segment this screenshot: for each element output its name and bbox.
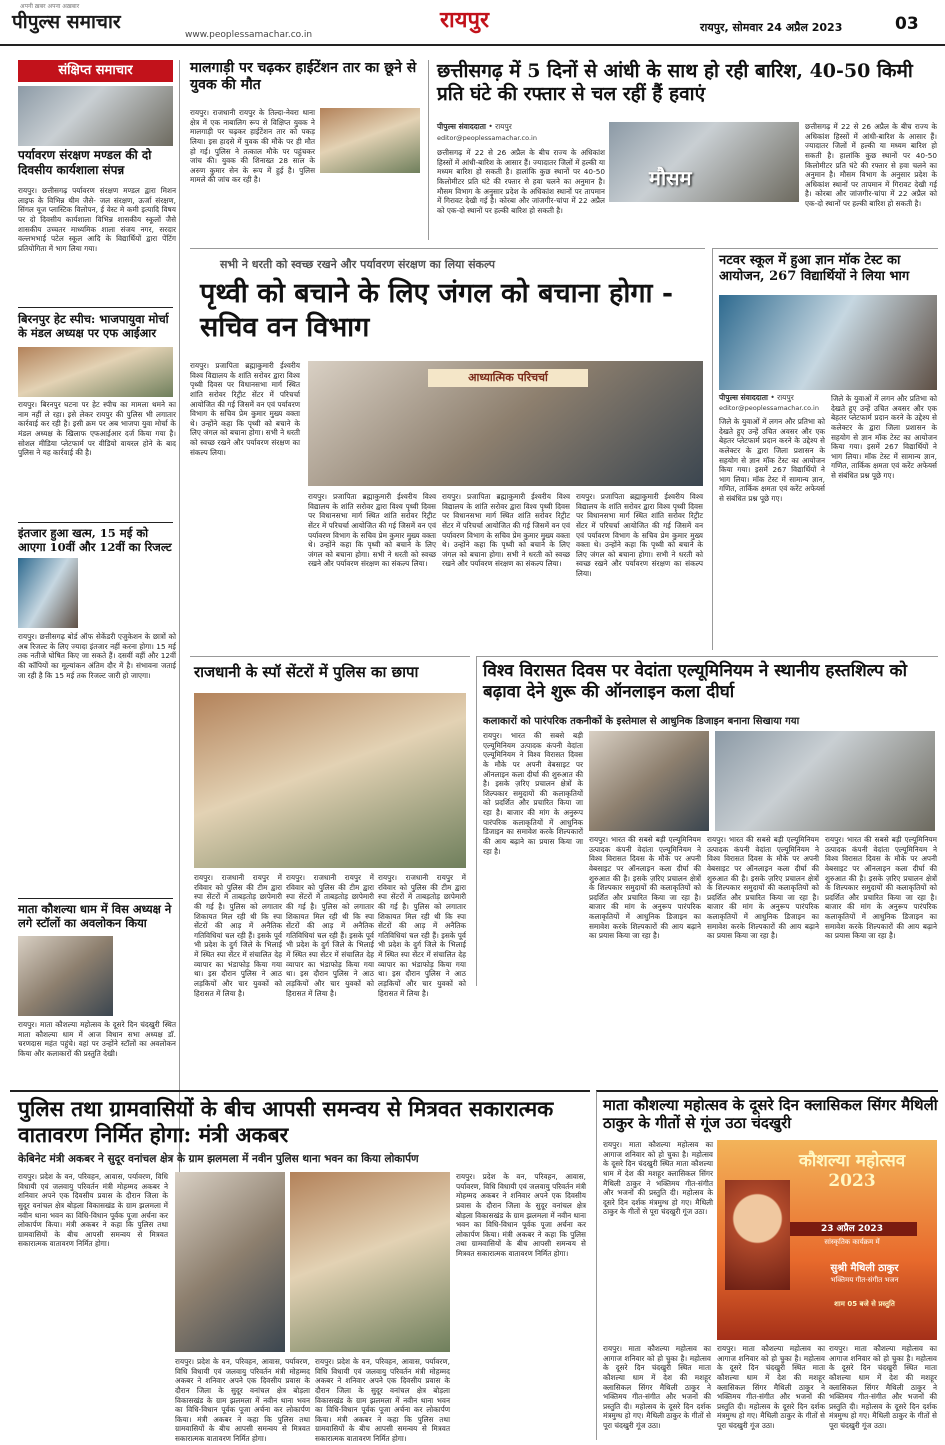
article-body: रायपुर। राजधानी रायपुर के तिल्दा-नेवरा थाना क्षेत्र में एक नाबालिग रूप से विक्षिप्त युवक ने मालगाड़ी पर चढ़कर हाईटेंशन तार को पकड़ लिया। इस हादसे में युवक की मौके पर ही मौत हो गई। पुलिस ने तत्काल मौके पर पहुंचकर जांच की। युवक की शिनाख्त 28 साल के अरुण कुमार सेन के रूप में हुई है। पुलिस मामले की जांच कर रही है।: [190, 108, 315, 185]
weather-photo: [609, 122, 799, 202]
article-body-col3: रायपुर। भारत की सबसे बड़ी एल्यूमिनियम उत्पादक कंपनी वेदांता एल्यूमिनियम ने विश्व विरासत दिवस के मौके पर अपनी वेबसाइट पर ऑनलाइन कला दीर्घा की शुरुआत की है। इसके ज़रिए प्रचालन क्षेत्रों के शिल्पकार समुदायों की कलाकृतियों को प्रदर्शित और प्रचारित किया जा रहा है। बाजार की मांग के अनुरूप पारंपरिक कलाकृतियों में आधुनिक डिजाइन का समावेश करके शिल्पकारों की आय बढ़ाने का प्रयास किया जा रहा है।: [707, 835, 819, 941]
poster-time: शाम 05 बजे से प्रस्तुति: [834, 1300, 895, 1308]
article-body-col4: रायपुर। माता कौशल्या महोत्सव का आगाज शनिवार को हो चुका है। महोत्सव के दूसरे दिन चंदखुरी स्थित माता कौशल्या धाम में देश की मशहूर क्लासिकल सिंगर मैथिली ठाकुर ने भक्तिमय गीत-संगीत और भजनों की प्रस्तुति दी। महोत्सव के दूसरे दिन दर्शक मंत्रमुग्ध हो गए। मैथिली ठाकुर के गीतों से पूरा चंदखुरी गूंज उठा।: [829, 1344, 937, 1430]
article-body-col4: रायपुर। प्रजापिता ब्रह्माकुमारी ईश्वरीय विश्व विद्यालय के शांति सरोवर द्वारा विश्व पृथ्वी दिवस पर विधानसभा मार्ग स्थित शांति सरोवर रिट्रीट सेंटर में परिचर्चा आयोजित की गई जिसमें वन एवं पर्यावरण विभाग के सचिव प्रेम कुमार मुख्य वक्ता थे। उन्होंने कहा कि पृथ्वी को बचाने के लिए जंगल को बचाना होगा। सभी ने धरती को स्वच्छ रखने और पर्यावरण संरक्षण का संकल्प लिया।: [576, 492, 703, 578]
article-body: रायपुर। प्रदेश के वन, परिवहन, आवास, पर्यावरण, विधि विधायी एवं जलवायु परिवर्तन मंत्री मोहम्मद अकबर ने शनिवार अपने एक दिवसीय प्रवास के दौरान जिला के सुदूर वनांचल क्षेत्र बोड़ला विकासखंड के ग्राम झलमला में नवीन थाना भवन का विधि-विधान पूर्वक पूजा अर्चना कर लोकार्पण किया। मंत्री अकबर ने कहा कि पुलिस तथा ग्रामवासियों के बीच आपसी समन्वय से मित्रवत सकारात्मक वातावरण निर्मित होगा।: [18, 1172, 168, 1249]
news-photo: [194, 693, 466, 868]
article-body-col2: रायपुर। माता कौशल्या महोत्सव का आगाज शनिवार को हो चुका है। महोत्सव के दूसरे दिन चंदखुरी स्थित माता कौशल्या धाम में देश की मशहूर क्लासिकल सिंगर मैथिली ठाकुर ने भक्तिमय गीत-संगीत और भजनों की प्रस्तुति दी। महोत्सव के दूसरे दिन दर्शक मंत्रमुग्ध हो गए। मैथिली ठाकुर के गीतों से पूरा चंदखुरी गूंज उठा।: [603, 1344, 711, 1430]
article-body-col4: रायपुर। प्रदेश के वन, परिवहन, आवास, पर्यावरण, विधि विधायी एवं जलवायु परिवर्तन मंत्री मोहम्मद अकबर ने शनिवार अपने एक दिवसीय प्रवास के दौरान जिला के सुदूर वनांचल क्षेत्र बोड़ला विकासखंड के ग्राम झलमला में नवीन थाना भवन का विधि-विधान पूर्वक पूजा अर्चना कर लोकार्पण किया। मंत्री अकबर ने कहा कि पुलिस तथा ग्रामवासियों के बीच आपसी समन्वय से मित्रवत सकारात्मक वातावरण निर्मित होगा।: [456, 1172, 586, 1258]
article-mock-test: [712, 248, 938, 650]
news-photo: [175, 1172, 285, 1352]
article-body: छत्तीसगढ़ में 22 से 26 अप्रैल के बीच राज्य के अधिकांश हिस्सों में आंधी-बारिश के आसार हैं। ज्यादातर जिलों में हल्की या मध्यम बारिश हो सकती है। हालांकि कुछ स्थानों पर 40-50 किलोमीटर प्रति घंटे की रफ्तार से हवा चलने का अनुमान है। मौसम विभाग के अनुसार प्रदेश के अधिकांश स्थानों पर तापमान में गिरावट देखी गई है। कोरबा और जांजगीर-चांपा में 22 अप्रैल को एक-दो स्थानों पर हल्की बारिश हो सकती है।: [437, 148, 605, 215]
story-body: रायपुर। बिरनपुर घटना पर हेट स्पीच का मामला थमने का नाम नहीं ले रहा। इसे लेकर रायपुर की पुलिस भी लगातार कार्रवाई कर रही है। इसी क्रम पर अब भाजपा युवा मोर्चा के मंडल अध्यक्ष के खिलाफ एफआईआर दर्ज किया गया है। सोशल मीडिया प्लेटफार्म पर वीडियो वायरल होने के बाद पुलिस ने यह कार्रवाई की है।: [18, 400, 176, 458]
article-vedanta-art: [476, 656, 938, 986]
story-headline[interactable]: बिरनपुर हेट स्पीच: भाजपायुवा मोर्चा के मंडल अध्यक्ष पर एफ आईआर: [18, 312, 169, 341]
divider: [18, 522, 173, 523]
brief-news-column: [10, 60, 180, 1185]
story-headline[interactable]: पर्यावरण संरक्षण मण्डल की दो दिवसीय कार्यशाला संपन्न: [18, 148, 152, 177]
article-headline[interactable]: नटवर स्कूल में हुआ ज्ञान मॉक टेस्ट का आयोजन, 267 विद्यार्थियों ने लिया भाग: [719, 253, 910, 284]
article-body-col3: रायपुर। प्रजापिता ब्रह्माकुमारी ईश्वरीय विश्व विद्यालय के शांति सरोवर द्वारा विश्व पृथ्वी दिवस पर विधानसभा मार्ग स्थित शांति सरोवर रिट्रीट सेंटर में परिचर्चा आयोजित की गई जिसमें वन एवं पर्यावरण विभाग के सचिव प्रेम कुमार मुख्य वक्ता थे। उन्होंने कहा कि पृथ्वी को बचाने के लिए जंगल को बचाना होगा। सभी ने धरती को स्वच्छ रखने और पर्यावरण संरक्षण का संकल्प लिया।: [442, 492, 570, 569]
article-body-continued: छत्तीसगढ़ में 22 से 26 अप्रैल के बीच राज्य के अधिकांश हिस्सों में आंधी-बारिश के आसार हैं। ज्यादातर जिलों में हल्की या मध्यम बारिश हो सकती है। हालांकि कुछ स्थानों पर 40-50 किलोमीटर प्रति घंटे की रफ्तार से हवा चलने का अनुमान है। मौसम विभाग के अनुसार प्रदेश के अधिकांश स्थानों पर तापमान में गिरावट देखी गई है। कोरबा और जांजगीर-चांपा में 22 अप्रैल को एक-दो स्थानों पर हल्की बारिश हो सकती है।: [805, 122, 937, 208]
article-spa-raid: [190, 656, 470, 998]
poster-role: भक्तिमय गीत-संगीत भजन: [830, 1276, 899, 1284]
article-train-accident: [190, 60, 420, 240]
website-url[interactable]: www.peoplessamachar.co.in: [185, 30, 313, 40]
byline: पीपुल्स संवाददाता • रायपुर: [719, 393, 794, 402]
news-photo: [719, 295, 937, 390]
byline: पीपुल्स संवाददाता • रायपुर: [437, 122, 512, 131]
photo-caption: मौसम: [649, 166, 692, 190]
logo-tagline: अपनी ख़बर अपना अख़बार: [20, 3, 80, 10]
article-body-col2: रायपुर। राजधानी रायपुर में रविवार को पुलिस की टीम द्वारा स्पा सेंटरों में ताबड़तोड़ छापेमारी की गई है। पुलिस को लगातार शिकायत मिल रही थी कि स्पा सेंटरों की आड़ में अनैतिक गतिविधियां चल रही हैं। इसके पूर्व भी प्रदेश के दुर्ग जिले के भिलाई में स्थित स्पा सेंटर में संचालित देह व्यापार का भंडाफोड़ किया गया था। इस दौरान पुलिस ने आठ लड़कियों और चार युवकों को हिरासत में लिया है।: [286, 873, 374, 998]
festival-poster: [717, 1140, 937, 1340]
article-body-continued: जिले के युवाओं में लगन और प्रतिभा को देखते हुए उन्हें उचित अवसर और एक बेहतर प्लेटफार्म प्रदान करने के उद्देश्य से कलेक्टर के द्वारा जिला प्रशासन के सहयोग से ज्ञान मॉक टेस्ट का आयोजन किया गया। इसमें 267 विद्यार्थियों ने भाग लिया। मॉक टेस्ट में सामान्य ज्ञान, गणित, तार्किक क्षमता एवं करेंट अफेयर्स से संबंधित प्रश्न पूछे गए।: [831, 394, 937, 480]
article-body-col2: रायपुर। प्रजापिता ब्रह्माकुमारी ईश्वरीय विश्व विद्यालय के शांति सरोवर द्वारा विश्व पृथ्वी दिवस पर विधानसभा मार्ग स्थित शांति सरोवर रिट्रीट सेंटर में परिचर्चा आयोजित की गई जिसमें वन एवं पर्यावरण विभाग के सचिव प्रेम कुमार मुख्य वक्ता थे। उन्होंने कहा कि पृथ्वी को बचाने के लिए जंगल को बचाना होगा। सभी ने धरती को स्वच्छ रखने और पर्यावरण संरक्षण का संकल्प लिया।: [308, 492, 436, 569]
article-body-col3: रायपुर। राजधानी रायपुर में रविवार को पुलिस की टीम द्वारा स्पा सेंटरों में ताबड़तोड़ छापेमारी की गई है। पुलिस को लगातार शिकायत मिल रही थी कि स्पा सेंटरों की आड़ में अनैतिक गतिविधियां चल रही हैं। इसके पूर्व भी प्रदेश के दुर्ग जिले के भिलाई में स्थित स्पा सेंटर में संचालित देह व्यापार का भंडाफोड़ किया गया था। इस दौरान पुलिस ने आठ लड़कियों और चार युवकों को हिरासत में लिया है।: [378, 873, 466, 998]
article-body: रायपुर। भारत की सबसे बड़ी एल्यूमिनियम उत्पादक कंपनी वेदांता एल्यूमिनियम ने विश्व विरासत दिवस के मौके पर अपनी वेबसाइट पर ऑनलाइन कला दीर्घा की शुरुआत की है। इसके ज़रिए प्रचालन क्षेत्रों के शिल्पकार समुदायों की कलाकृतियों को प्रदर्शित और प्रचारित किया जा रहा है। बाजार की मांग के अनुरूप पारंपरिक कलाकृतियों में आधुनिक डिजाइन का समावेश करके शिल्पकारों की आय बढ़ाने का प्रयास किया जा रहा है।: [483, 731, 583, 856]
article-earth-day: [190, 248, 705, 650]
story-headline[interactable]: इंतजार हुआ खत्म, 15 मई को आएगा 10वीं और 12वीं का रिजल्ट: [18, 526, 172, 555]
article-subhead: कलाकारों को पारंपरिक तकनीकों के इस्तेमाल से आधुनिक डिजाइन बनाना सिखाया गया: [483, 716, 800, 727]
divider: [18, 307, 173, 308]
article-headline[interactable]: विश्व विरासत दिवस पर वेदांता एल्यूमिनियम ने स्थानीय हस्तशिल्प को बढ़ावा देने शुरू की ऑनलाइन कला दीर्घा: [483, 661, 907, 702]
story-headline[interactable]: माता कौशल्या धाम में विस अध्यक्ष ने लगे स्टॉलों का अवलोकन किया: [18, 902, 172, 931]
news-photo: [18, 347, 173, 397]
article-headline[interactable]: माता कौशल्या महोत्सव के दूसरे दिन क्लासिकल सिंगर मैथिली ठाकुर के गीतों से गूंज उठा चंदखुरी: [603, 1096, 938, 1133]
poster-singer-name: सुश्री मैथिली ठाकुर: [830, 1263, 899, 1274]
byline-email[interactable]: editor@peoplessamachar.co.in: [719, 404, 819, 412]
article-body: रायपुर। राजधानी रायपुर में रविवार को पुलिस की टीम द्वारा स्पा सेंटरों में ताबड़तोड़ छापेमारी की गई है। पुलिस को लगातार शिकायत मिल रही थी कि स्पा सेंटरों की आड़ में अनैतिक गतिविधियां चल रही हैं। इसके पूर्व भी प्रदेश के दुर्ग जिले के भिलाई में स्थित स्पा सेंटर में संचालित देह व्यापार का भंडाफोड़ किया गया था। इस दौरान पुलिस ने आठ लड़कियों और चार युवकों को हिरासत में लिया है।: [194, 873, 282, 998]
article-maithili-thakur: [596, 1090, 938, 1440]
article-weather: [428, 60, 938, 240]
poster-title: कौशल्या महोत्सव 2023: [798, 1151, 906, 1191]
poster-subtitle: सांस्कृतिक कार्यक्रम में: [824, 1238, 880, 1246]
article-body-col3: रायपुर। प्रदेश के वन, परिवहन, आवास, पर्यावरण, विधि विधायी एवं जलवायु परिवर्तन मंत्री मोहम्मद अकबर ने शनिवार अपने एक दिवसीय प्रवास के दौरान जिला के सुदूर वनांचल क्षेत्र बोड़ला विकासखंड के ग्राम झलमला में नवीन थाना भवन का विधि-विधान पूर्वक पूजा अर्चना कर लोकार्पण किया। मंत्री अकबर ने कहा कि पुलिस तथा ग्रामवासियों के बीच आपसी समन्वय से मित्रवत सकारात्मक वातावरण निर्मित होगा।: [315, 1357, 450, 1443]
article-headline[interactable]: पृथ्वी को बचाने के लिए जंगल को बचाना होगा - सचिव वन विभाग: [200, 278, 674, 343]
article-kicker: सभी ने धरती को स्वच्छ रखने और पर्यावरण संरक्षण का लिया संकल्प: [220, 258, 495, 271]
art-photo: [589, 731, 709, 831]
divider: [18, 898, 173, 899]
news-photo: [290, 1172, 450, 1352]
event-banner: आध्यात्मिक परिचर्चा: [428, 369, 588, 387]
article-body: जिले के युवाओं में लगन और प्रतिभा को देखते हुए उन्हें उचित अवसर और एक बेहतर प्लेटफार्म प्रदान करने के उद्देश्य से कलेक्टर के द्वारा जिला प्रशासन के सहयोग से ज्ञान मॉक टेस्ट का आयोजन किया गया। इसमें 267 विद्यार्थियों ने भाग लिया। मॉक टेस्ट में सामान्य ज्ञान, गणित, तार्किक क्षमता एवं करेंट अफेयर्स से संबंधित प्रश्न पूछे गए।: [719, 417, 825, 503]
art-photo: [715, 731, 935, 831]
newspaper-logo[interactable]: पीपुल्स समाचार: [12, 11, 121, 33]
article-headline[interactable]: मालगाड़ी पर चढ़कर हाईटेंशन तार का छूने से युवक की मौत: [190, 60, 417, 94]
story-body: रायपुर। छत्तीसगढ़ बोर्ड ऑफ सेकेंडरी एजुकेशन के छात्रों को अब रिजल्ट के लिए ज्यादा इंतजार नहीं करना होगा। 15 मई तक नतीजे घोषित किए जा सकते हैं। दसवीं वहीं और 12वीं की कॉपियों का मूल्यांकन अंतिम दौर में है। संभावना जताई जा रही है कि 15 मई तक रिजल्ट जारी हो जाएगा।: [18, 632, 176, 680]
article-body-col4: रायपुर। भारत की सबसे बड़ी एल्यूमिनियम उत्पादक कंपनी वेदांता एल्यूमिनियम ने विश्व विरासत दिवस के मौके पर अपनी वेबसाइट पर ऑनलाइन कला दीर्घा की शुरुआत की है। इसके ज़रिए प्रचालन क्षेत्रों के शिल्पकार समुदायों की कलाकृतियों को प्रदर्शित और प्रचारित किया जा रहा है। बाजार की मांग के अनुरूप पारंपरिक कलाकृतियों में आधुनिक डिजाइन का समावेश करके शिल्पकारों की आय बढ़ाने का प्रयास किया जा रहा है।: [825, 835, 937, 941]
dateline: रायपुर, सोमवार 24 अप्रैल 2023: [700, 21, 843, 34]
news-photo: [18, 86, 173, 146]
poster-date: 23 अप्रैल 2023: [787, 1222, 917, 1236]
article-body: रायपुर। प्रजापिता ब्रह्माकुमारी ईश्वरीय विश्व विद्यालय के शांति सरोवर द्वारा विश्व पृथ्वी दिवस पर विधानसभा मार्ग स्थित शांति सरोवर रिट्रीट सेंटर में परिचर्चा आयोजित की गई जिसमें वन एवं पर्यावरण विभाग के सचिव प्रेम कुमार मुख्य वक्ता थे। उन्होंने कहा कि पृथ्वी को बचाने के लिए जंगल को बचाना होगा। सभी ने धरती को स्वच्छ रखने और पर्यावरण संरक्षण का संकल्प लिया।: [190, 361, 300, 457]
news-photo: [18, 936, 113, 1016]
event-photo: [308, 361, 703, 486]
singer-photo: [725, 1180, 790, 1290]
page-number: 03: [895, 14, 919, 34]
article-police-station: [10, 1090, 590, 1443]
masthead: [0, 0, 945, 46]
article-headline[interactable]: राजधानी के स्पॉ सेंटरों में पुलिस का छापा: [194, 663, 419, 681]
article-body-col2: रायपुर। प्रदेश के वन, परिवहन, आवास, पर्यावरण, विधि विधायी एवं जलवायु परिवर्तन मंत्री मोहम्मद अकबर ने शनिवार अपने एक दिवसीय प्रवास के दौरान जिला के सुदूर वनांचल क्षेत्र बोड़ला विकासखंड के ग्राम झलमला में नवीन थाना भवन का विधि-विधान पूर्वक पूजा अर्चना कर लोकार्पण किया। मंत्री अकबर ने कहा कि पुलिस तथा ग्रामवासियों के बीच आपसी समन्वय से मित्रवत सकारात्मक वातावरण निर्मित होगा।: [175, 1357, 310, 1443]
city-edition: रायपुर: [440, 7, 489, 33]
byline-email[interactable]: editor@peoplessamachar.co.in: [437, 134, 537, 142]
story-body: रायपुर। छत्तीसगढ़ पर्यावरण संरक्षण मण्डल द्वारा मिशन लाइफ के विभिन्न थीम जैसे- जल संरक्षण, ऊर्जा संरक्षण, सिंगल यूज प्लास्टिक विलोपन, ई वेस्ट मे कमी इत्यादि विषय पर दो दिवसीय कार्यशाला विभिन्न शासकीय स्कूलों जैसे शासकीय उच्चतर माध्यमिक शाला संजय नगर, सरदार वल्लभभाई पटेल स्कूल आदि के विद्यार्थियों द्वारा पेंटिंग प्रतियोगिता में भाग लिया गया।: [18, 186, 176, 253]
article-body: रायपुर। माता कौशल्या महोत्सव का आगाज शनिवार को हो चुका है। महोत्सव के दूसरे दिन चंदखुरी स्थित माता कौशल्या धाम में देश की मशहूर क्लासिकल सिंगर मैथिली ठाकुर ने भक्तिमय गीत-संगीत और भजनों की प्रस्तुति दी। महोत्सव के दूसरे दिन दर्शक मंत्रमुग्ध हो गए। मैथिली ठाकुर के गीतों से पूरा चंदखुरी गूंज उठा।: [603, 1140, 713, 1217]
section-title: संक्षिप्त समाचार: [18, 60, 173, 82]
article-headline[interactable]: पुलिस तथा ग्रामवासियों के बीच आपसी समन्वय से मित्रवत सकारात्मक वातावरण निर्मित होगा: मंत्री अकबर: [18, 1096, 554, 1147]
article-subhead: केबिनेट मंत्री अकबर ने सुदूर वनांचल क्षेत्र के ग्राम झलमला में नवीन पुलिस थाना भवन का किया लोकार्पण: [18, 1153, 419, 1165]
article-body-col2: रायपुर। भारत की सबसे बड़ी एल्यूमिनियम उत्पादक कंपनी वेदांता एल्यूमिनियम ने विश्व विरासत दिवस के मौके पर अपनी वेबसाइट पर ऑनलाइन कला दीर्घा की शुरुआत की है। इसके ज़रिए प्रचालन क्षेत्रों के शिल्पकार समुदायों की कलाकृतियों को प्रदर्शित और प्रचारित किया जा रहा है। बाजार की मांग के अनुरूप पारंपरिक कलाकृतियों में आधुनिक डिजाइन का समावेश करके शिल्पकारों की आय बढ़ाने का प्रयास किया जा रहा है।: [589, 835, 701, 941]
news-photo: [320, 108, 420, 173]
news-photo: [18, 558, 78, 628]
article-headline[interactable]: छत्तीसगढ़ में 5 दिनों से आंधी के साथ हो रही बारिश, 40-50 किमी प्रति घंटे की रफ्तार से चल रहीं हैं हवाएं: [437, 60, 913, 106]
article-body-col3: रायपुर। माता कौशल्या महोत्सव का आगाज शनिवार को हो चुका है। महोत्सव के दूसरे दिन चंदखुरी स्थित माता कौशल्या धाम में देश की मशहूर क्लासिकल सिंगर मैथिली ठाकुर ने भक्तिमय गीत-संगीत और भजनों की प्रस्तुति दी। महोत्सव के दूसरे दिन दर्शक मंत्रमुग्ध हो गए। मैथिली ठाकुर के गीतों से पूरा चंदखुरी गूंज उठा।: [717, 1344, 825, 1430]
story-body: रायपुर। माता कौशल्या महोत्सव के दूसरे दिन चंदखुरी स्थित माता कौशल्या धाम में आज विधान सभा अध्यक्ष डॉ. चरणदास महंत पहुंचे। वहां पर उन्होंने स्टॉलों का अवलोकन किया और कलाकारों की प्रस्तुति देखी।: [18, 1020, 176, 1058]
